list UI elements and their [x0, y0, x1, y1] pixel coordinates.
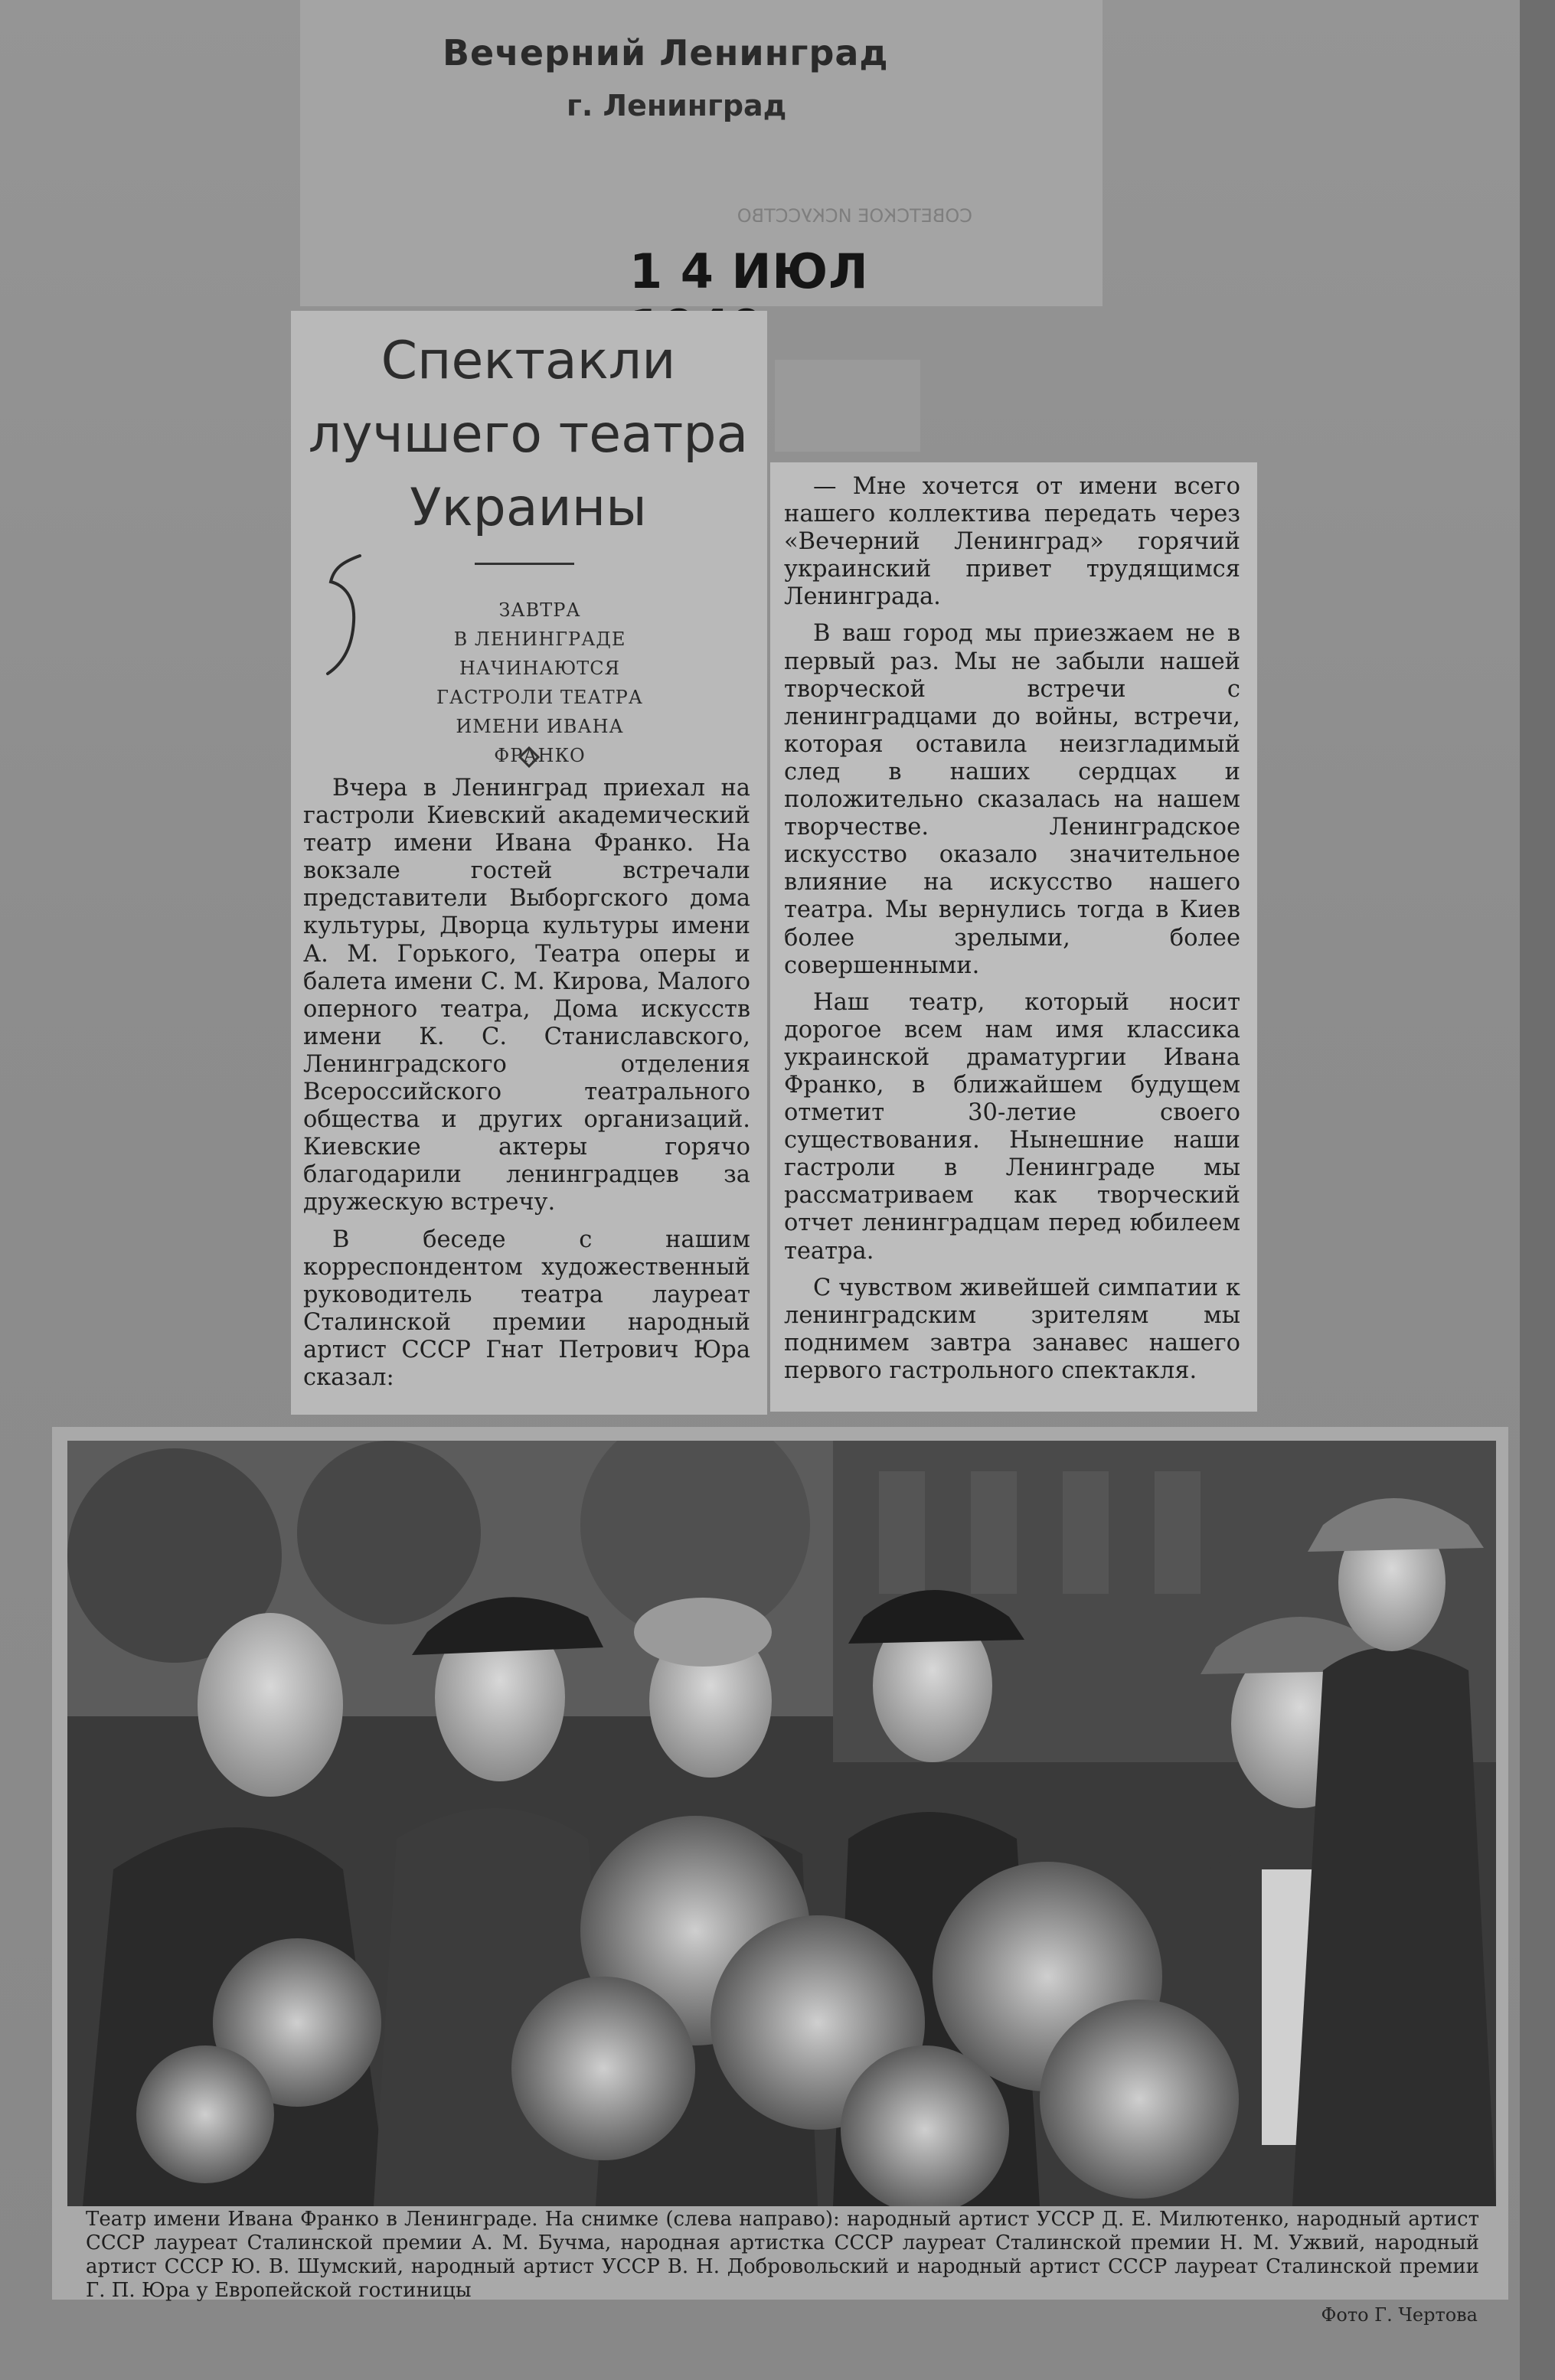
pencil-mark-icon	[320, 551, 374, 681]
headline-line: лучшего театра	[308, 404, 749, 465]
group-photograph	[67, 1441, 1496, 2206]
board-edge	[1520, 0, 1555, 2380]
faint-backside-print: СОВЕТСКОЕ ИСКУССТВО	[737, 205, 972, 227]
newspaper-name-stamp: Вечерний Ленинград	[443, 32, 889, 73]
date-stamp: 1 4 ИЮЛ	[629, 243, 869, 299]
headline-rule	[475, 563, 574, 565]
photo-credit: Фото Г. Чертова	[1321, 2304, 1478, 2326]
subheading-line: ЗАВТРА	[498, 599, 581, 621]
headline-line: Спектакли	[381, 331, 676, 391]
headline-line: Украины	[410, 478, 647, 538]
subheading-line: ИМЕНИ ИВАНА ФРАНКО	[456, 716, 624, 766]
subheading-line: В ЛЕНИНГРАДЕ	[453, 628, 626, 650]
article-paragraph: Наш театр, который носит дорогое всем нам имя классика украинской драматургии Ивана Франко, в ближайшем будущем отметит 30-летие своего существования. Нынешние наши гастроли в Ленинграде мы рассматриваем как творческий отчет ленинградцам перед юбилеем театра.	[784, 988, 1240, 1265]
article-paragraph: Вчера в Ленинград приехал на гастроли Киевский академический театр имени Ивана Франко. На вокзале гостей встречали представители Выборгского дома культуры, Дворца культуры имени А. М. Горького, Театра оперы и балета имени С. М. Кирова, Малого оперного театра, Дома искусств имени К. С. Станиславского, Ленинградского отделения Всероссийского театрального общества и других организаций. Киевские актеры горячо благодарили ленинградцев за дружескую встречу.	[303, 775, 750, 1216]
city-stamp: г. Ленинград	[567, 89, 787, 122]
article-column-left	[303, 775, 750, 1401]
subheading-line: НАЧИНАЮТСЯ	[459, 658, 621, 679]
paper-strip	[775, 360, 920, 452]
article-subheading	[413, 596, 666, 770]
article-paragraph: В ваш город мы приезжаем не в первый раз. Мы не забыли нашей творческой встречи с ленинградцами до войны, встречи, которая оставила неизгладимый след в наших сердцах и положительно сказалась на нашем творчестве. Ленинградское искусство оказало значительное влияние на искусство нашего театра. Мы вернулись тогда в Киев более зрелыми, более совершенными.	[784, 620, 1240, 979]
subheading-line: ГАСТРОЛИ ТЕАТРА	[436, 687, 643, 708]
article-paragraph: — Мне хочется от имени всего нашего коллектива передать через «Вечерний Ленинград» горячий украинский привет трудящимся Ленинграда.	[784, 473, 1240, 611]
photo-caption: Театр имени Ивана Франко в Ленинграде. На снимке (слева направо): народный артист УССР Д. Е. Милютенко, народный артист СССР лауреат Сталинской премии А. М. Бучма, народная артистка СССР лауреат Сталинской премии Н. М. Ужвий, народный артист СССР Ю. В. Шумский, народный артист УССР В. Н. Добровольский и народный артист СССР лауреат Сталинской премии Г. П. Юра у Европейской гостиницы	[86, 2208, 1479, 2302]
article-column-right	[784, 473, 1240, 1394]
article-paragraph: В беседе с нашим корреспондентом художественный руководитель театра лауреат Сталинской премии народный артист СССР Гнат Петрович Юра сказал:	[303, 1226, 750, 1391]
article-paragraph: С чувством живейшей симпатии к ленинградским зрителям мы поднимем завтра занавес нашего первого гастрольного спектакля.	[784, 1274, 1240, 1384]
article-headline	[299, 325, 758, 545]
photo-illustration	[67, 1441, 1496, 2206]
